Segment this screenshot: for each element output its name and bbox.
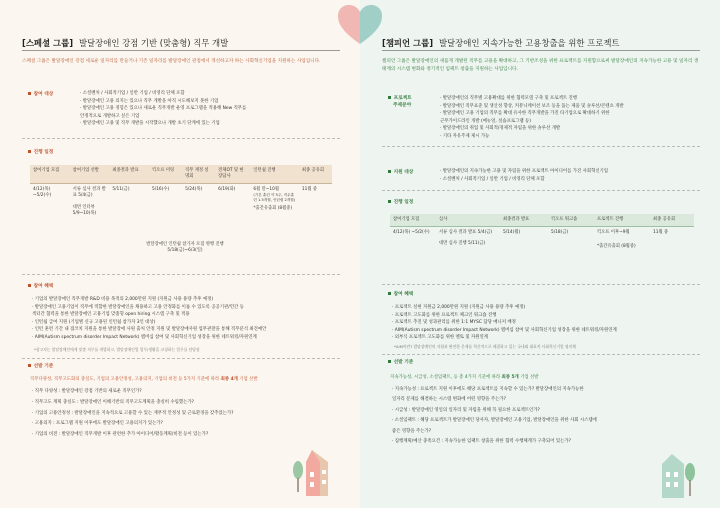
schedule-heading: 진행 일정	[388, 200, 413, 207]
title-text: 발달장애인 강점 기반 (맞춤형) 직무 개발	[78, 38, 229, 48]
benefits-list	[32, 296, 266, 342]
list-item: · 집행계획/예산 충족요건 : 지속가능한 임팩트 창출을 위한 협력 수행체계가 구축되어 있는가?	[392, 439, 571, 445]
table-cell: 5/24(목)	[185, 187, 203, 192]
list-item: 일자리 문제를 해결하는 시스템 변화에 어떤 영향을 주는가?	[392, 397, 506, 403]
list-item: · 발달장애인 고용 경험은 있으나 새로운 직무개발 운영 프로그램을 적용해 New 직무를	[80, 106, 247, 112]
table-cell: 4/12(목) ~5/2(수)	[393, 230, 430, 235]
divider	[382, 190, 700, 191]
list-item: · 지속가능성 : 프로젝트 지원 이후에도 해당 프로젝트를 지속할 수 있는가? 발달장애인의 지속가능한	[392, 387, 584, 392]
list-item: · 기업의 고용안정성 : 발달장애인을 지속적으로 고용할 수 있는 재무적 안정성 및 근로환경을 갖추었는가?	[32, 410, 234, 416]
list-item: · 직무고도 계획 충실도 : 발달장애인 이해기반의 직무고도계획을 충실히 수립했는가?	[32, 399, 194, 405]
list-item: · 직무 다양성 : 발달장애인 강점 기반의 새로운 직무인가?	[32, 389, 142, 394]
table-header: 최종결과 발표	[109, 165, 149, 184]
list-item: · 인턴 훈련 기간 내 접코치 지원을 통한 발달장애 사원 출처 안정 지원 및 발달장애사원 업무관찰을 통해 직무분석 최견예안	[32, 327, 267, 333]
divider	[22, 274, 340, 275]
table-header: 킥오프 미팅	[149, 165, 182, 184]
title-divider	[382, 50, 700, 51]
title-divider	[22, 50, 340, 51]
target-heading: 참여 대상	[28, 92, 53, 99]
criteria-heading: 선발 기준	[388, 360, 413, 367]
intro-text: 챔피언 그룹은 발달장애인의 새롭게 개발된 직무를 고용을 확대하고, 그 기반조성을 위한 프로젝트를 지원함으로써 발달장애인의 지속가능한 고용 및 일자리 생태계의 시스템 변화와 정기적인 임팩트 창출을 지원하는 사업입니다.	[382, 59, 699, 72]
table-header: 최종 공유회	[299, 165, 332, 184]
list-item: · 소셜임팩트 : 해당 프로젝트가 발달장애인 당사자, 발달장애인 고용기업, 발달장애인을 위한 사회 시스템에	[392, 418, 597, 424]
table-header: 프로젝트 진행	[594, 214, 650, 227]
table-cell: 6/19(화)	[218, 187, 236, 192]
list-item: · 기업의 비전 : 발달장애인 직무개발 이후 관련한 추가 아이디어/활동계획/비전 등이 있는가?	[32, 432, 209, 438]
intro-text: 스페셜 그룹은 발달장애인 강점 세로운 일자리를 만들거나 기존 일자리를 발달장애인 관점에서 개선하고자 하는 사회혁신기업을 지원하는 사업입니다.	[22, 59, 321, 64]
table-header: 인턴쉽 진행	[250, 165, 298, 184]
list-item: · 발달장애인 고용 및 직무 개발을 시작했으나 개발 초기 단계에 있는 기업	[80, 121, 220, 127]
house-illustration-icon	[290, 440, 336, 500]
benefits-heading: 참여 혜택	[28, 284, 53, 291]
criteria-intro: 지속가능성, 시급성, 소셜임팩트, 등 총 4가지 기준에 따라 최종 5개 기업 선발	[390, 375, 539, 380]
table-cell: 서류 심사 결과 발표 5/4(금) 대면 심사 진행 5/11(금)	[439, 230, 493, 246]
page-title	[22, 37, 228, 49]
list-item: · 발달장애인 직무표준 및 생산성 향상, 커뮤니케이션 보조 등을 돕는 제품 및 솔루션/콘텐츠 개발	[440, 103, 624, 109]
house-illustration-icon	[658, 446, 698, 502]
table-cell: 6월 말~10월 (기본 훈련 약 5주, 직무훈련 1.5개월, 인턴쉽 2개월) *출간유출회 (8월중)	[253, 187, 296, 211]
divider	[22, 138, 340, 139]
table-cell: 11월 중	[301, 187, 318, 192]
list-item: · 발달장애인 고용기업이 직무에 적합한 발달장애인을 채용하고 고용 안정화를 이룰 수 있도록 공공기관/민간 등	[32, 304, 244, 310]
table-cell: 5/18(금)	[551, 230, 569, 235]
list-item: · 발달장애인의 지속가능한 고용 및 자립을 위한 프로젝트 아이디어를 가진 사회혁신기업	[440, 169, 609, 174]
list-item: · 발달장애인 고용 의지는 있으나 직무 개발을 아직 시도해보지 못한 기업	[80, 98, 219, 104]
theme-list	[440, 95, 624, 141]
table-header: 최종 공유회	[650, 214, 694, 227]
benefits-heading: 참여 혜택	[388, 292, 413, 299]
list-item: · 고용의지 : 프로그램 지원 이후에도 발달장애인 고용의지가 있는가?	[32, 421, 163, 427]
list-item: · AIM(Autism spectrum disorder Impact Network) 멤버십 참여 및 사회혁신기업 성장을 위한 네트워킹/자원연계	[32, 334, 257, 340]
list-item: 섹터간 협력을 통한 발달장애인 고용기업 맞춤형 open hiring 시스템 구축 및 적용	[32, 312, 190, 318]
table-cell: 5/14(월)	[503, 230, 521, 235]
target-list	[440, 168, 608, 183]
table-header: 직무 재정 설명회	[182, 165, 215, 184]
champion-group-page	[360, 0, 720, 508]
benefits-note: *AIM이란? 발달장애인의 자립과 완전한 문제를 혁신적으로 해결하고 있는 국내외 대표적 사회혁신기업 협의체	[394, 344, 576, 349]
table-header: 전체OT 및 현장답사	[215, 165, 250, 184]
divider	[22, 358, 340, 359]
list-item: 근무가이드라인 개발 (매뉴얼, 실습프로그램 등)	[440, 118, 531, 124]
divider	[382, 284, 700, 285]
table-cell: 5/16(수)	[152, 187, 170, 192]
list-item: · 발달장애인의 직무별 고용확대를 위한 협력모델 구축 및 프로젝트 진행	[440, 96, 577, 101]
list-item: · 프로젝트 추진 및 성과관리를 위한 1:1 MYSC 담당 매니저 배정	[392, 320, 516, 326]
table-header: 참여기업 모집	[390, 214, 436, 227]
list-item: · 소셜벤처 / 사회적기업 / 일반 기업 / 비영리 단체 포함	[80, 91, 185, 96]
table-header: 참여기업 모집	[30, 165, 70, 184]
heart-logo-icon	[336, 4, 384, 46]
schedule-table	[30, 165, 332, 220]
benefits-list	[392, 304, 617, 342]
divider	[382, 146, 700, 147]
list-item: · 기업의 발달장애인 직무개발 R&D 비용 목적의 2,000만원 지원 (지원금 사용 용량 추후 예정)	[32, 297, 214, 302]
criteria-list	[392, 385, 597, 447]
table-header: 참여기업 선발	[70, 165, 110, 184]
recruit-note: 발달장애인 인턴쉽 참가자 모집 병행 진행 5/18(금)~6/3(일)	[146, 242, 224, 254]
list-item: · 소셜벤처 / 사회적기업 / 일반 기업 / 비영리 단체 포함	[440, 176, 545, 182]
target-list	[80, 90, 246, 128]
title-text: 발달장애인 지속가능한 고용창출을 위한 프로젝트	[438, 38, 620, 48]
table-header: 심사	[436, 214, 500, 227]
criteria-heading: 선발 기준	[28, 364, 53, 371]
benefits-note: *참고자는 발달장애인에게 맞춤 직무를 개발하고, 발달장애인업 업무/생활을 코칭하는 업무를 담당함	[34, 347, 200, 352]
list-item: · 기타 자유주제 제시 가능	[440, 133, 490, 139]
divider	[382, 354, 700, 355]
table-header: 킥오프 워크숍	[548, 214, 594, 227]
list-item: · 발달장애인의 취업 및 사회적/경제적 자립을 위한 솔루션 개발	[440, 126, 561, 132]
table-cell: 5/11(금)	[112, 187, 130, 192]
group-name: [스페셜 그룹]	[22, 38, 74, 48]
list-item: · 외부식 프로젝트 고도화를 위한 멘토 및 자원연계	[392, 335, 488, 341]
table-cell: 서류 심사 결과 발표 5/4(금) 대면 인터뷰 5/9~10(목)	[72, 187, 106, 216]
criteria-intro: 직무다양성, 직무고도화의 충실도, 기업의 고용안정성, 고용의지, 기업의 비전 등 5가지 기준에 따라 최종 4개 기업 선발	[30, 377, 258, 382]
list-item: · 프로젝트 실현 지원금 2,000만원 지원 (지원금 사용 용량 추후 예정)	[392, 305, 526, 310]
table-cell: 4/12(목) ~5/2(수)	[33, 187, 52, 198]
theme-heading: 프로젝트 주제분야	[388, 96, 412, 109]
list-item: · 인턴쉽 급여 지원 (기업별 신규 고용된 인턴쉽 참가자 3인 대상)	[32, 319, 156, 325]
list-item: · 프로젝트 고도화를 위한 프로젝트 체크인 워크숍 진행	[392, 312, 497, 318]
table-cell: 11월 중	[653, 230, 669, 235]
criteria-list	[32, 387, 234, 441]
list-item: · 발달장애인 고용 기업의 직무를 확대 유사한 직무개발을 가진 타기업으로 확대하기 위한	[440, 111, 610, 117]
list-item: · AIM(Autism spectrum disorder Impact Network) 멤버십 참여 및 사회혁신기업 성장을 위한 네트워킹/자원연계	[392, 327, 617, 333]
page-title	[382, 37, 620, 49]
table-cell: 킥오프 이후~9월 *출간유출회 (8월중)	[597, 230, 636, 249]
target-heading: 지원 대상	[388, 170, 413, 177]
list-item: 안정적으로 개발하고 싶은 기업	[80, 113, 140, 119]
list-item: · 시급성 : 발달장애인 영일의 일자리 및 자립을 위해 꼭 필요한 프로젝트인가?	[392, 407, 540, 413]
schedule-heading: 진행 일정	[28, 150, 53, 157]
list-item: 좋은 영향을 주는가?	[392, 428, 432, 434]
table-header: 최종결과 발표	[500, 214, 548, 227]
group-name: [챔피언 그룹]	[382, 38, 434, 48]
schedule-table	[390, 214, 694, 253]
